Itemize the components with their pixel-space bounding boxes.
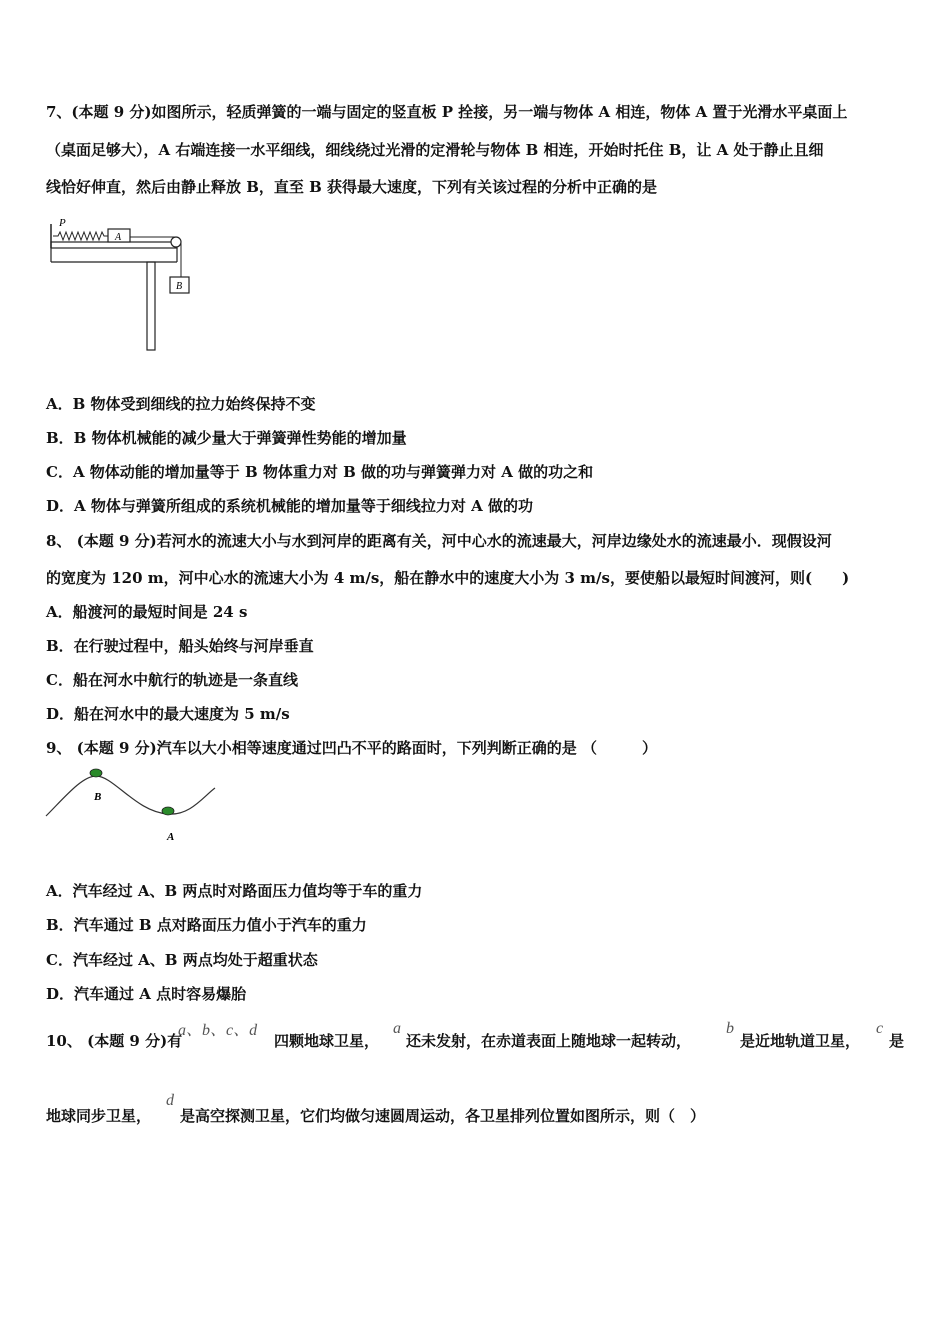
q8-option-d[interactable]: D．船在河水中的最大速度为 5 m/s bbox=[46, 705, 290, 723]
q9-option-b[interactable]: B．汽车通过 B 点对路面压力值小于汽车的重力 bbox=[46, 916, 367, 934]
q10-seg6: 是高空探测卫星，它们均做匀速圆周运动，各卫星排列位置如图所示，则（ ） bbox=[180, 1107, 706, 1125]
q9-option-a[interactable]: A．汽车经过 A、B 两点时对路面压力值均等于车的重力 bbox=[46, 882, 423, 900]
q10-var-a: a bbox=[393, 1020, 401, 1037]
spring bbox=[53, 232, 108, 240]
q7-option-a[interactable]: A．B 物体受到细线的拉力始终保持不变 bbox=[46, 395, 316, 413]
q8-stem-line-1: 8、 (本题 9 分)若河水的流速大小与水到河岸的距离有关，河中心水的流速最大，河岸边缘处水的流速最小．现假设河 bbox=[46, 532, 832, 550]
q8-option-c[interactable]: C．船在河水中航行的轨迹是一条直线 bbox=[46, 671, 298, 689]
q10-seg2: 还未发射，在赤道表面上随地球一起转动， bbox=[406, 1032, 692, 1050]
q9-stem-line-1: 9、 (本题 9 分)汽车以大小相等速度通过凹凸不平的路面时，下列判断正确的是 （ ） bbox=[46, 739, 657, 757]
q7-option-b[interactable]: B．B 物体机械能的减少量大于弹簧弹性势能的增加量 bbox=[46, 429, 407, 447]
label-a-point: A bbox=[167, 831, 175, 843]
table-leg bbox=[147, 262, 155, 350]
q7-stem-line-2: （桌面足够大），A 右端连接一水平细线，细线绕过光滑的定滑轮与物体 B 相连，开始时托住 B，让 A 处于静止且细 bbox=[46, 141, 824, 159]
car-at-a bbox=[162, 807, 174, 815]
q7-spring-pulley-figure bbox=[44, 212, 204, 354]
q10-vars-abcd: a、b、c、d bbox=[178, 1022, 258, 1039]
q7-option-c[interactable]: C．A 物体动能的增加量等于 B 物体重力对 B 做的功与弹簧弹力对 A 做的功之和 bbox=[46, 463, 594, 481]
q10-var-d: d bbox=[166, 1092, 174, 1109]
label-a: A bbox=[115, 232, 122, 243]
q10-seg3: 是近地轨道卫星， bbox=[740, 1032, 861, 1050]
pulley bbox=[171, 237, 181, 247]
table-top bbox=[51, 242, 177, 248]
label-b: B bbox=[176, 281, 183, 292]
label-b-point: B bbox=[94, 791, 102, 803]
q10-seg5: 地球同步卫星， bbox=[46, 1107, 152, 1125]
bumpy-road bbox=[46, 776, 215, 816]
q10-var-b: b bbox=[726, 1020, 734, 1037]
q8-option-b[interactable]: B．在行驶过程中，船头始终与河岸垂直 bbox=[46, 637, 314, 655]
q10-seg4: 是 bbox=[889, 1032, 905, 1050]
q7-option-d[interactable]: D．A 物体与弹簧所组成的系统机械能的增加量等于细线拉力对 A 做的功 bbox=[46, 497, 533, 515]
q10-seg1: 四颗地球卫星， bbox=[274, 1032, 380, 1050]
q7-stem-line-1: 7、(本题 9 分)如图所示，轻质弹簧的一端与固定的竖直板 P 拴接，另一端与物体 A 相连，物体 A 置于光滑水平桌面上 bbox=[46, 103, 848, 121]
q8-stem-line-2: 的宽度为 120 m，河中心水的流速大小为 4 m/s，船在静水中的速度大小为 3 m/s，要使船以最短时间渡河，则( ) bbox=[46, 569, 850, 587]
label-p: P bbox=[59, 217, 66, 229]
q9-road-figure bbox=[44, 768, 218, 846]
q9-option-c[interactable]: C．汽车经过 A、B 两点均处于超重状态 bbox=[46, 951, 318, 969]
q10-var-c: c bbox=[876, 1020, 884, 1037]
q10-prefix: 10、 (本题 9 分)有 bbox=[46, 1032, 183, 1050]
car-at-b bbox=[90, 769, 102, 777]
q8-option-a[interactable]: A．船渡河的最短时间是 24 s bbox=[46, 603, 248, 621]
q9-option-d[interactable]: D．汽车通过 A 点时容易爆胎 bbox=[46, 985, 247, 1003]
q7-stem-line-3: 线恰好伸直，然后由静止释放 B，直至 B 获得最大速度，下列有关该过程的分析中正确的是 bbox=[46, 178, 658, 196]
